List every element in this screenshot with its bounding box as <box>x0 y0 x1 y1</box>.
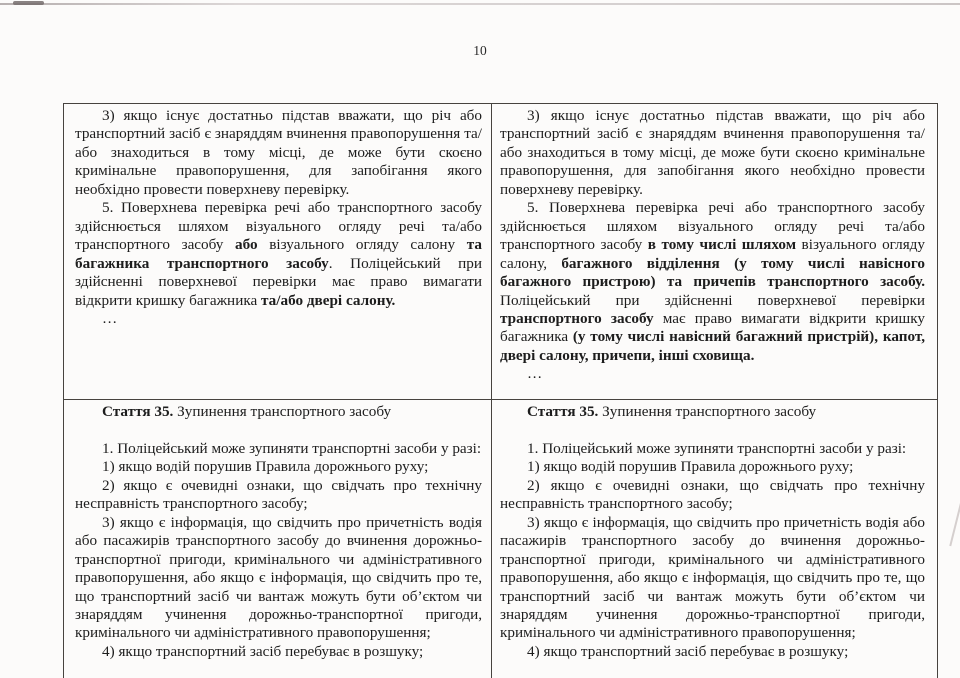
paragraph: 3) якщо існує достатньо підстав вважати, що річ або транспортний засіб є знаряддям вчинення правопорушення та/або знаходиться в тому місці, де може бути скоєно кримінальне правопорушення, для запобігання якого необхідно провести поверхневу перевірку. <box>500 107 925 198</box>
paragraph: 2) якщо є очевидні ознаки, що свідчать про технічну несправність транспортного засобу; <box>75 476 483 513</box>
paragraph: 4) якщо транспортний засіб перебуває в розшуку; <box>102 642 424 660</box>
omitted-text-ellipsis: … <box>102 309 119 327</box>
cell-proposed-version-surface-check <box>492 104 937 399</box>
paragraph: 3) якщо є інформація, що свідчить про причетність водія або пасажирів транспортного засобу до вчинення дорожньо-транспортної пригоди, кримінального чи адміністративного правопорушення, або якщо є інформація, що свідчить про те, що транспортний засіб чи вантаж можуть бути об’єктом чи знаряддям учинення дорожньо-транспортної пригоди, кримінального чи адміністративного правопорушення; <box>75 513 483 642</box>
blank-line <box>500 421 925 439</box>
law-comparison-table <box>63 103 938 678</box>
paragraph: 1. Поліцейський може зупиняти транспортні засоби у разі: <box>527 439 907 457</box>
paragraph: 5. Поверхнева перевірка речі або транспортного засобу здійснюється шляхом візуального огляду речі та/або транспортного засобу або візуального огляду салону та багажника транспортного засобу. Поліцейський при здійсненні поверхневої перевірки має право вимагати відкрити кришку багажника та/або двері салону. <box>75 199 483 309</box>
paragraph: 1) якщо водій порушив Правила дорожнього руху; <box>527 458 854 476</box>
cell-proposed-version-article-35 <box>492 400 937 678</box>
blank-line <box>75 421 482 439</box>
scan-scratch-mark <box>949 484 960 547</box>
paragraph: Стаття 35. Зупинення транспортного засобу <box>102 403 392 420</box>
scan-smudge-mark <box>13 1 44 5</box>
paragraph: Стаття 35. Зупинення транспортного засобу <box>527 403 817 420</box>
paragraph: 3) якщо є інформація, що свідчить про причетність водія або пасажирів транспортного засобу до вчинення дорожньо-транспортної пригоди, кримінального чи адміністративного правопорушення, або якщо є інформація, що свідчить про те, що транспортний засіб чи вантаж можуть бути об’єктом чи знаряддям учинення дорожньо-транспортної пригоди, кримінального чи адміністративного правопорушення; <box>500 513 925 642</box>
paragraph: 5. Поверхнева перевірка речі або транспортного засобу здійснюється шляхом візуального огляду речі та/або транспортного засобу в тому числі шляхом візуального огляду салону, багажного відділення (у тому числі навісного багажного пристрою) та причепів транспортного засобу. Поліцейський при здійсненні поверхневої перевірки транспортного засобу має право вимагати відкрити кришку багажника (у тому числі навісний багажний пристрій), капот, двері салону, причепи, інші сховища. <box>500 199 926 364</box>
omitted-text-ellipsis: … <box>527 365 544 383</box>
cell-current-version-surface-check <box>64 104 492 399</box>
paragraph: 1. Поліцейський може зупиняти транспортні засоби у разі: <box>102 439 482 457</box>
cell-current-version-article-35 <box>64 400 492 678</box>
page-number: 10 <box>473 43 487 58</box>
table-row-surface-check <box>64 104 937 400</box>
paragraph: 3) якщо існує достатньо підстав вважати, що річ або транспортний засіб є знаряддям вчинення правопорушення та/або знаходиться в тому місці, де може бути скоєно кримінальне правопорушення, для запобігання якого необхідно провести поверхневу перевірку. <box>75 107 483 198</box>
scan-top-edge-line <box>0 3 960 5</box>
paragraph: 4) якщо транспортний засіб перебуває в розшуку; <box>527 642 849 660</box>
table-row-article-35 <box>64 400 937 678</box>
paragraph: 2) якщо є очевидні ознаки, що свідчать про технічну несправність транспортного засобу; <box>500 476 925 513</box>
paragraph: 1) якщо водій порушив Правила дорожнього руху; <box>102 458 429 476</box>
